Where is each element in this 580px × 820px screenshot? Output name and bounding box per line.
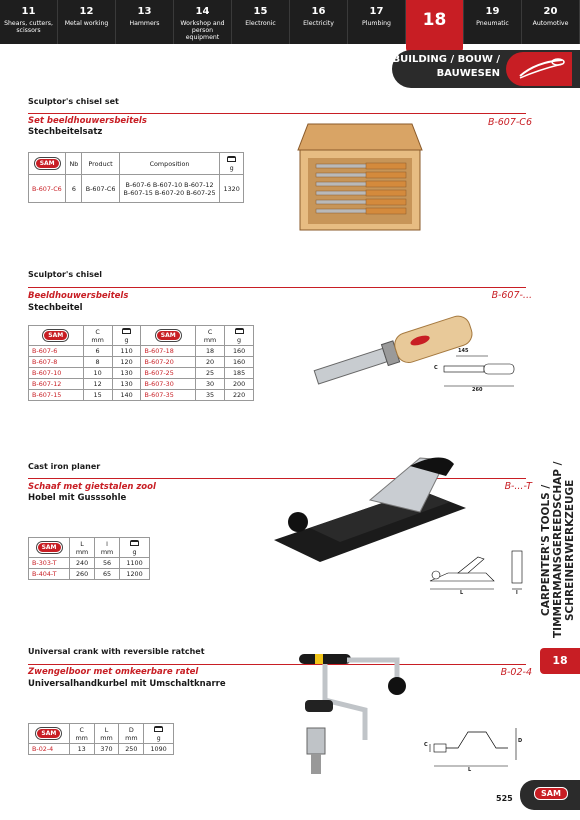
- sam-logo: SAM: [43, 330, 68, 341]
- s3-title: Cast iron planer: [28, 462, 101, 471]
- sam-logo: SAM: [36, 728, 61, 739]
- s1-title: Sculptor's chisel set: [28, 97, 119, 106]
- s1-divider: [28, 113, 526, 114]
- tab-20[interactable]: 20 Automotive: [522, 0, 580, 44]
- s2-title-nl: Beeldhouwersbeitels: [28, 291, 129, 301]
- sam-logo: SAM: [156, 330, 181, 341]
- dim-D: D: [518, 738, 523, 744]
- table-row: B-02-4 13 370 250 1090: [29, 744, 174, 755]
- s3-title-de: Hobel mit Gusssohle: [28, 493, 127, 503]
- s3-title-nl: Schaaf met gietstalen zool: [28, 482, 156, 492]
- dim-L: L: [460, 590, 464, 596]
- s4-code: B-02-4: [500, 667, 532, 678]
- s4-divider: [28, 664, 526, 665]
- dim-c: C: [434, 365, 438, 371]
- dim-L: L: [468, 767, 472, 773]
- header-line-1: BUILDING / BOUW /: [392, 54, 500, 65]
- chisel-dimension-drawing: [430, 350, 520, 399]
- col-nb: Nb: [66, 153, 82, 175]
- page-number: 525: [496, 794, 513, 803]
- s1-title-nl: Set beeldhouwersbeitels: [28, 116, 147, 126]
- s2-title-de: Stechbeitel: [28, 303, 83, 313]
- crank-dimension-drawing: [424, 718, 524, 776]
- s2-title: Sculptor's chisel: [28, 270, 103, 279]
- planer-dimension-drawing: [428, 545, 528, 605]
- weight-icon: [122, 328, 131, 334]
- category-tabs: [0, 0, 580, 44]
- table-row: B-607-15 15 140 B-607-35 35 220: [29, 390, 254, 401]
- col-product: Product: [82, 153, 119, 175]
- weight-icon: [227, 156, 236, 162]
- s1-code: B-607-C6: [487, 117, 532, 128]
- table-row: B-303-T 240 56 1100: [29, 558, 150, 569]
- s3-code: B-...-T: [504, 481, 532, 492]
- tab-12[interactable]: 12 Metal working: [58, 0, 116, 44]
- s2-code: B-607-...: [491, 290, 532, 301]
- tab-19[interactable]: 19 Pneumatic: [464, 0, 522, 44]
- dim-C: C: [424, 742, 428, 748]
- weight-icon: [235, 328, 244, 334]
- table-row: B-404-T 260 65 1200: [29, 569, 150, 580]
- s3-spec-table: SAM L mm l mm g B-303-T 240 56 1100 B-404-T 260 65 1200: [28, 537, 150, 580]
- col-weight: g: [220, 153, 244, 175]
- weight-icon: [154, 726, 163, 732]
- s2-spec-table: SAM C mm g SAM C mm g B-607-6 6 110 B-607-18 18 160 B-607-8 8 120 B-607-20 20 160 B-607-10 10 130 B-607-25 25 185 B-607-12 12 130 B-607-30 30 200 B-607-15 15 140 B-607-35 35 220: [28, 325, 254, 401]
- building-icon: [506, 52, 572, 86]
- table-row: B-607-C6 6 B-607-C6 B-607-6 B-607-10 B-607-12 B-607-15 B-607-20 B-607-25 1320: [29, 175, 244, 203]
- side-category-label: CARPENTER'S TOOLS / TIMMERMANSGEREEDSCHAP / SCHREINERWERKZEUGE: [540, 461, 576, 639]
- tab-18[interactable]: 18: [406, 0, 464, 44]
- s4-title-de: Universalhandkurbel mit Umschaltknarre: [28, 679, 226, 689]
- dim-260: 260: [472, 387, 483, 393]
- tab-16[interactable]: 16 Electricity: [290, 0, 348, 44]
- tab-11[interactable]: 11 Shears, cutters, scissors: [0, 0, 58, 44]
- s4-title-nl: Zwengelboor met omkeerbare ratel: [28, 667, 199, 677]
- side-chapter-badge: 18: [540, 648, 580, 674]
- col-composition: Composition: [119, 153, 220, 175]
- dim-145: 145: [458, 348, 469, 354]
- table-row: B-607-8 8 120 B-607-20 20 160: [29, 357, 254, 368]
- section-header-ribbon: [392, 50, 580, 88]
- chisel-set-image: [290, 120, 430, 244]
- sam-logo: SAM: [37, 542, 62, 553]
- s4-spec-table: SAM C mm L mm D mm g B-02-4 13 370 250 1090: [28, 723, 174, 755]
- weight-icon: [130, 540, 139, 546]
- s1-title-de: Stechbeitelsatz: [28, 127, 103, 137]
- tab-14[interactable]: 14 Workshop and person equipment: [174, 0, 232, 44]
- s2-divider: [28, 287, 526, 288]
- tab-13[interactable]: 13 Hammers: [116, 0, 174, 44]
- tab-15[interactable]: 15 Electronic: [232, 0, 290, 44]
- s1-spec-table: [28, 152, 244, 203]
- table-row: B-607-12 12 130 B-607-30 30 200: [29, 379, 254, 390]
- dim-l: l: [516, 590, 518, 596]
- crank-image: [285, 640, 425, 784]
- sam-logo: SAM: [35, 158, 60, 169]
- table-row: B-607-6 6 110 B-607-18 18 160: [29, 346, 254, 357]
- table-row: B-607-10 10 130 B-607-25 25 185: [29, 368, 254, 379]
- header-line-2: BAUWESEN: [436, 68, 500, 79]
- s4-title: Universal crank with reversible ratchet: [28, 647, 205, 656]
- footer-sam-logo: SAM: [520, 780, 580, 810]
- tab-17[interactable]: 17 Plumbing: [348, 0, 406, 44]
